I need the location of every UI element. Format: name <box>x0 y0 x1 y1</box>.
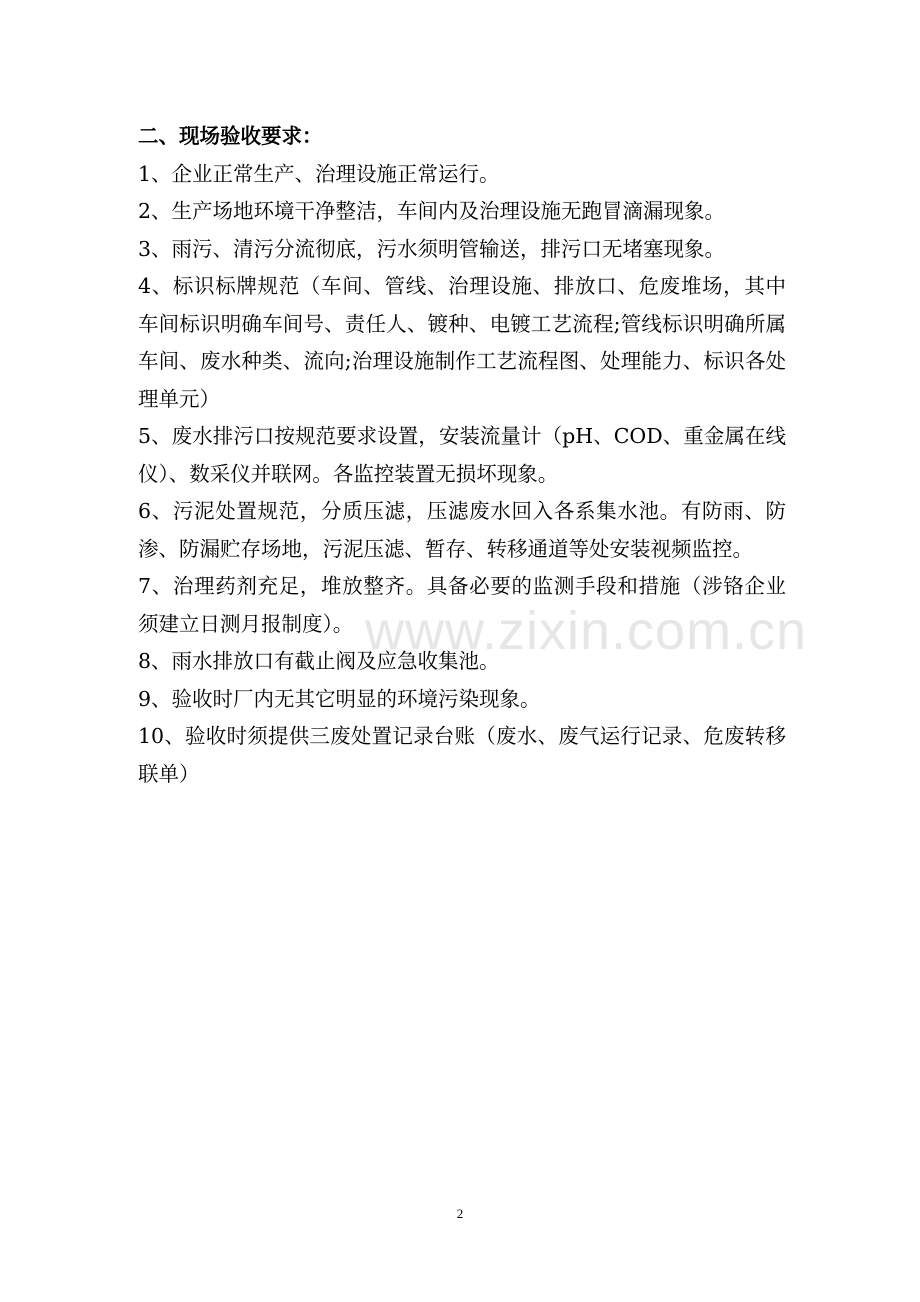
requirement-item-6: 6、污泥处置规范，分质压滤，压滤废水回入各系集水池。有防雨、防渗、防漏贮存场地，污泥压滤、暂存、转移通道等处安装视频监控。 <box>138 499 786 561</box>
requirement-item-2: 2、生产场地环境干净整洁，车间内及治理设施无跑冒滴漏现象。 <box>138 199 726 223</box>
requirement-item-10: 10、验收时须提供三废处置记录台账（废水、废气运行记录、危废转移联单） <box>138 724 786 786</box>
document-body <box>138 118 786 793</box>
requirement-item-1: 1、企业正常生产、治理设施正常运行。 <box>138 161 500 186</box>
page-number: 2 <box>456 1206 464 1221</box>
requirement-item-3: 3、雨污、清污分流彻底，污水须明管输送，排污口无堵塞现象。 <box>138 236 726 261</box>
section-heading: 二、现场验收要求： <box>138 124 323 148</box>
requirement-item-4: 4、标识标牌规范（车间、管线、治理设施、排放口、危废堆场，其中车间标识明确车间号、责任人、镀种、电镀工艺流程;管线标识明确所属车间、废水种类、流向;治理设施制作工艺流程图、处理能力、标识各处理单元） <box>138 274 786 411</box>
requirement-item-5: 5、废水排污口按规范要求设置，安装流量计（pH、COD、重金属在线仪）、数采仪并联网。各监控装置无损坏现象。 <box>138 424 786 486</box>
watermark: www.zixin.com.cn <box>365 601 808 661</box>
requirement-item-8: 8、雨水排放口有截止阀及应急收集池。 <box>138 649 500 673</box>
requirement-item-7: 7、治理药剂充足，堆放整齐。具备必要的监测手段和措施（涉铬企业须建立日测月报制度）。 <box>138 574 786 636</box>
requirement-item-9: 9、验收时厂内无其它明显的环境污染现象。 <box>138 686 541 711</box>
